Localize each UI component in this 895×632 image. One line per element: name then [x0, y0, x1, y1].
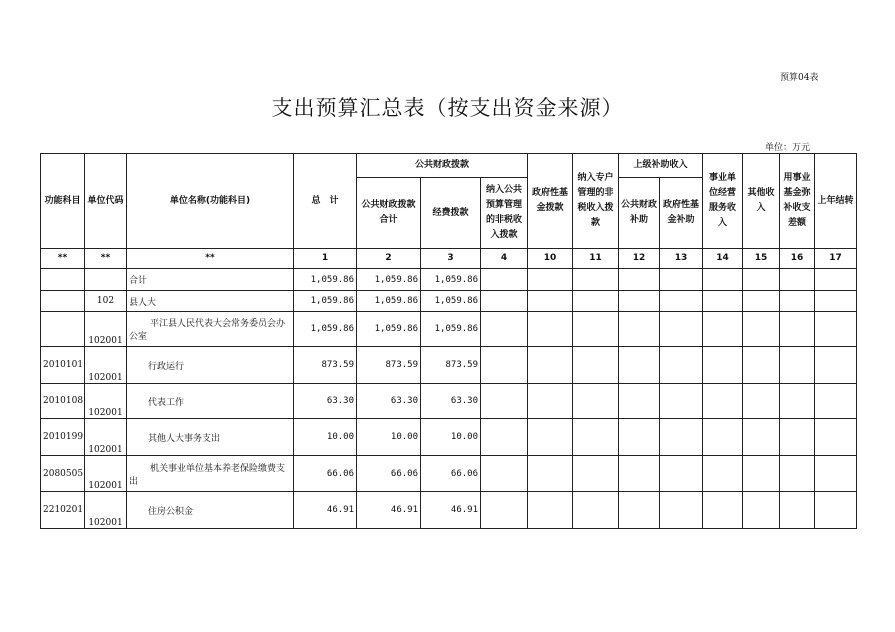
empty-cell: [619, 384, 660, 419]
index-cell: 4: [481, 249, 528, 269]
empty-cell: [660, 492, 703, 529]
index-cell: **: [127, 249, 294, 269]
func-code-cell: 2080505: [41, 456, 85, 492]
unit-name-cell: 住房公积金: [127, 492, 294, 529]
table-row: [41, 291, 857, 312]
func-code-cell: [41, 312, 85, 347]
empty-cell: [619, 269, 660, 291]
header-total: 总 计: [294, 154, 357, 249]
header-special-non-tax: 纳入专户管理的非税收入拨款: [573, 154, 619, 249]
header-gov-fund: 政府性基金拨款: [528, 154, 573, 249]
empty-cell: [481, 419, 528, 456]
empty-cell: [660, 384, 703, 419]
empty-cell: [528, 312, 573, 347]
empty-cell: [528, 384, 573, 419]
unit-code-cell: 102001: [85, 312, 127, 347]
empty-cell: [703, 384, 743, 419]
header-public-fiscal-total: 公共财政拨款合计: [357, 178, 421, 249]
empty-cell: [660, 347, 703, 384]
header-prior-balance: 上年结转: [815, 154, 857, 249]
index-cell: 17: [815, 249, 857, 269]
empty-cell: [481, 456, 528, 492]
header-expense-alloc: 经费拨款: [421, 178, 481, 249]
header-fund-gap: 用事业基金弥补收支差额: [780, 154, 815, 249]
empty-cell: [703, 492, 743, 529]
empty-cell: [619, 312, 660, 347]
unit-code-cell: 102001: [85, 419, 127, 456]
index-cell: 15: [743, 249, 780, 269]
empty-cell: [815, 419, 857, 456]
empty-cell: [703, 419, 743, 456]
empty-cell: [481, 347, 528, 384]
total-cell: 63.30: [294, 384, 357, 419]
expense-alloc-cell: 873.59: [421, 347, 481, 384]
empty-cell: [619, 492, 660, 529]
empty-cell: [780, 384, 815, 419]
public-fiscal-total-cell: 66.06: [357, 456, 421, 492]
empty-cell: [660, 269, 703, 291]
empty-cell: [743, 291, 780, 312]
table-row: [41, 312, 857, 347]
empty-cell: [573, 492, 619, 529]
empty-cell: [481, 312, 528, 347]
empty-cell: [815, 291, 857, 312]
empty-cell: [660, 456, 703, 492]
public-fiscal-total-cell: 1,059.86: [357, 269, 421, 291]
header-public-fiscal: 公共财政拨款: [357, 154, 528, 178]
total-cell: 46.91: [294, 492, 357, 529]
table-row: [41, 419, 857, 456]
table-row: [41, 269, 857, 291]
index-cell: **: [41, 249, 85, 269]
unit-label: 单位：万元: [765, 143, 811, 153]
unit-name-cell: 平江县人民代表大会常务委员会办公室: [127, 312, 294, 347]
total-cell: 1,059.86: [294, 269, 357, 291]
empty-cell: [703, 312, 743, 347]
empty-cell: [528, 291, 573, 312]
empty-cell: [743, 347, 780, 384]
index-cell: 12: [619, 249, 660, 269]
empty-cell: [780, 456, 815, 492]
empty-cell: [815, 456, 857, 492]
empty-cell: [528, 456, 573, 492]
index-cell: 11: [573, 249, 619, 269]
total-cell: 873.59: [294, 347, 357, 384]
unit-name-cell: 县人大: [127, 291, 294, 312]
public-fiscal-total-cell: 63.30: [357, 384, 421, 419]
empty-cell: [573, 291, 619, 312]
empty-cell: [743, 384, 780, 419]
empty-cell: [528, 347, 573, 384]
table-row: [41, 384, 857, 419]
index-cell: 13: [660, 249, 703, 269]
header-func-code: 功能科目: [41, 154, 85, 249]
empty-cell: [528, 269, 573, 291]
func-code-cell: [41, 269, 85, 291]
empty-cell: [780, 291, 815, 312]
empty-cell: [703, 347, 743, 384]
empty-cell: [660, 419, 703, 456]
index-cell: 14: [703, 249, 743, 269]
header-unit-code: 单位代码: [85, 154, 127, 249]
empty-cell: [703, 269, 743, 291]
header-superior-subsidy: 上级补助收入: [619, 154, 703, 178]
expense-alloc-cell: 63.30: [421, 384, 481, 419]
func-code-cell: 2210201: [41, 492, 85, 529]
empty-cell: [619, 419, 660, 456]
empty-cell: [815, 312, 857, 347]
func-code-cell: [41, 291, 85, 312]
index-cell: **: [85, 249, 127, 269]
expense-alloc-cell: 1,059.86: [421, 269, 481, 291]
header-non-tax-public: 纳入公共预算管理的非税收入拨款: [481, 178, 528, 249]
unit-name-cell: 行政运行: [127, 347, 294, 384]
unit-name-cell: 合计: [127, 269, 294, 291]
empty-cell: [780, 419, 815, 456]
expense-alloc-cell: 1,059.86: [421, 312, 481, 347]
public-fiscal-total-cell: 10.00: [357, 419, 421, 456]
expense-alloc-cell: 1,059.86: [421, 291, 481, 312]
page-title: 支出预算汇总表（按支出资金来源）: [271, 96, 624, 120]
empty-cell: [660, 291, 703, 312]
empty-cell: [481, 291, 528, 312]
table-row: [41, 456, 857, 492]
total-cell: 1,059.86: [294, 312, 357, 347]
total-cell: 10.00: [294, 419, 357, 456]
unit-name-cell: 机关事业单位基本养老保险缴费支出: [127, 456, 294, 492]
empty-cell: [481, 269, 528, 291]
empty-cell: [743, 419, 780, 456]
empty-cell: [573, 269, 619, 291]
table-row: [41, 347, 857, 384]
empty-cell: [780, 347, 815, 384]
empty-cell: [743, 492, 780, 529]
unit-name-cell: 代表工作: [127, 384, 294, 419]
index-cell: 3: [421, 249, 481, 269]
public-fiscal-total-cell: 1,059.86: [357, 312, 421, 347]
empty-cell: [528, 492, 573, 529]
empty-cell: [743, 312, 780, 347]
header-unit-name: 单位名称(功能科目): [127, 154, 294, 249]
func-code-cell: 2010199: [41, 419, 85, 456]
empty-cell: [619, 347, 660, 384]
public-fiscal-total-cell: 873.59: [357, 347, 421, 384]
index-cell: 16: [780, 249, 815, 269]
unit-code-cell: 102001: [85, 492, 127, 529]
empty-cell: [815, 347, 857, 384]
unit-code-cell: 102: [85, 291, 127, 312]
func-code-cell: 2010101: [41, 347, 85, 384]
unit-code-cell: 102001: [85, 384, 127, 419]
expense-alloc-cell: 46.91: [421, 492, 481, 529]
empty-cell: [573, 419, 619, 456]
header-business-income: 事业单位经营服务收入: [703, 154, 743, 249]
index-cell: 2: [357, 249, 421, 269]
empty-cell: [743, 456, 780, 492]
empty-cell: [573, 384, 619, 419]
header-gov-fund-subsidy: 政府性基金补助: [660, 178, 703, 249]
empty-cell: [815, 269, 857, 291]
empty-cell: [815, 384, 857, 419]
unit-code-cell: 102001: [85, 347, 127, 384]
public-fiscal-total-cell: 46.91: [357, 492, 421, 529]
header-other-income: 其他收入: [743, 154, 780, 249]
empty-cell: [780, 312, 815, 347]
func-code-cell: 2010108: [41, 384, 85, 419]
empty-cell: [780, 269, 815, 291]
total-cell: 1,059.86: [294, 291, 357, 312]
empty-cell: [743, 269, 780, 291]
empty-cell: [573, 456, 619, 492]
expense-alloc-cell: 10.00: [421, 419, 481, 456]
empty-cell: [528, 419, 573, 456]
total-cell: 66.06: [294, 456, 357, 492]
table-row: [41, 492, 857, 529]
empty-cell: [619, 291, 660, 312]
index-cell: 10: [528, 249, 573, 269]
empty-cell: [815, 492, 857, 529]
form-code: 预算04表: [780, 73, 819, 83]
expense-alloc-cell: 66.06: [421, 456, 481, 492]
unit-code-cell: [85, 269, 127, 291]
budget-table: [40, 153, 857, 529]
empty-cell: [703, 291, 743, 312]
empty-cell: [481, 492, 528, 529]
empty-cell: [660, 312, 703, 347]
unit-name-cell: 其他人大事务支出: [127, 419, 294, 456]
index-cell: 1: [294, 249, 357, 269]
header-public-fiscal-subsidy: 公共财政补助: [619, 178, 660, 249]
empty-cell: [703, 456, 743, 492]
empty-cell: [573, 347, 619, 384]
empty-cell: [780, 492, 815, 529]
empty-cell: [619, 456, 660, 492]
unit-code-cell: 102001: [85, 456, 127, 492]
empty-cell: [481, 384, 528, 419]
public-fiscal-total-cell: 1,059.86: [357, 291, 421, 312]
empty-cell: [573, 312, 619, 347]
